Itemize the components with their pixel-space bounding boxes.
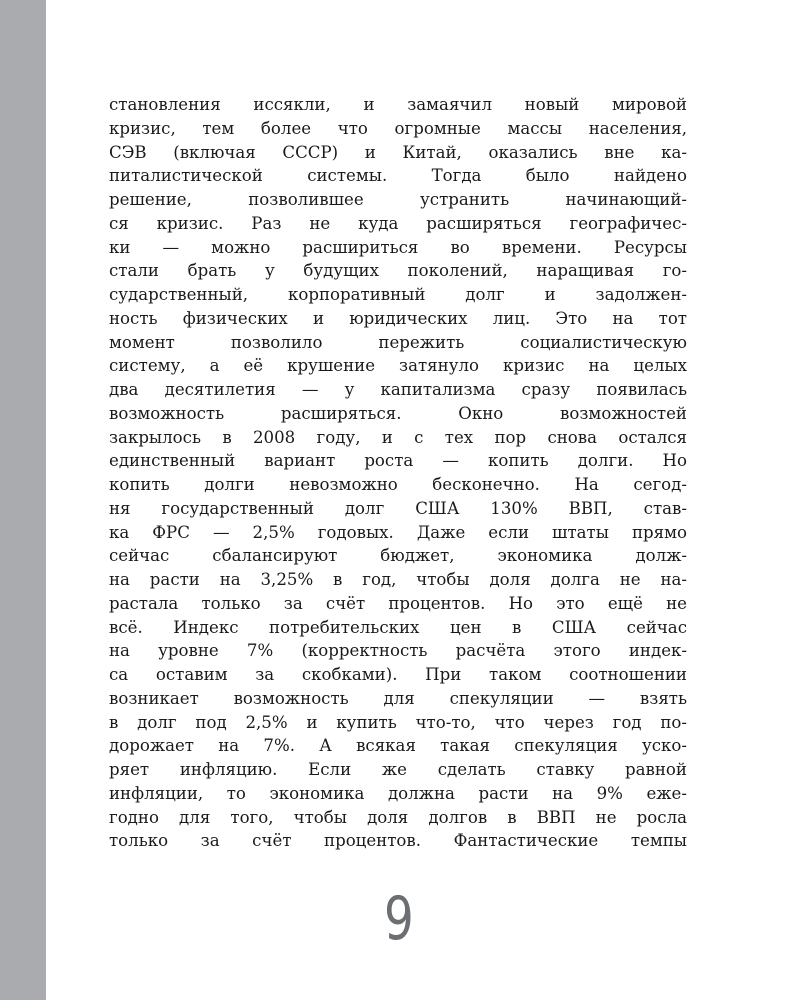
text-line: возникает возможность для спекуляции — взять [109, 688, 687, 708]
text-line: ки — можно расшириться во времени. Ресурсы [109, 237, 687, 257]
text-line: питалистической системы. Тогда было найдено [109, 166, 687, 186]
text-line: сударственный, корпоративный долг и задолжен- [109, 285, 687, 304]
text-line: момент позволило пережить социалистическую [109, 332, 687, 352]
body-text [109, 93, 687, 853]
text-line: ряет инфляцию. Если же сделать ставку равной [109, 760, 687, 779]
page-number: 9 [384, 884, 414, 954]
text-line: растала только за счёт процентов. Но это ещё не [109, 593, 687, 613]
text-line: ность физических и юридических лиц. Это на тот [109, 308, 687, 328]
text-line: копить долги невозможно бесконечно. На сегод- [109, 475, 687, 494]
text-line: ка ФРС — 2,5% годовых. Даже если штаты прямо [109, 522, 687, 542]
text-line: стали брать у будущих поколений, наращивая го- [109, 261, 687, 281]
text-line: два десятилетия — у капитализма сразу появилась [109, 380, 687, 399]
text-line: кризис, тем более что огромные массы населения, [109, 118, 687, 138]
text-line: только за счёт процентов. Фантастические темпы [109, 831, 687, 851]
text-line: решение, позволившее устранить начинающий- [109, 190, 687, 209]
text-line: на расти на 3,25% в год, чтобы доля долга не на- [109, 570, 687, 589]
page-side-bar [0, 0, 46, 1000]
text-line: са оставим за скобками). При таком соотношении [109, 665, 687, 684]
text-line: возможность расширяться. Окно возможностей [109, 403, 687, 423]
text-line: ня государственный долг США 130% ВВП, став- [109, 498, 687, 518]
text-line: единственный вариант роста — копить долги. Но [109, 451, 687, 471]
text-line: закрылось в 2008 году, и с тех пор снова остался [109, 427, 687, 447]
text-line: дорожает на 7%. А всякая такая спекуляция уско- [109, 736, 687, 756]
text-line: систему, а её крушение затянуло кризис на целых [109, 356, 687, 376]
text-line: становления иссякли, и замаячил новый мировой [109, 95, 687, 114]
text-line: сейчас сбалансируют бюджет, экономика долж- [109, 546, 687, 566]
text-line: на уровне 7% (корректность расчёта этого индек- [109, 641, 687, 661]
text-line: СЭВ (включая СССР) и Китай, оказались вне ка- [109, 142, 687, 162]
text-line: годно для того, чтобы доля долгов в ВВП не росла [109, 807, 687, 827]
text-line: ся кризис. Раз не куда расширяться географичес- [109, 213, 687, 233]
text-line: инфляции, то экономика должна расти на 9% еже- [109, 783, 687, 803]
text-line: в долг под 2,5% и купить что-то, что через год по- [109, 712, 687, 732]
text-line: всё. Индекс потребительских цен в США сейчас [109, 617, 687, 637]
